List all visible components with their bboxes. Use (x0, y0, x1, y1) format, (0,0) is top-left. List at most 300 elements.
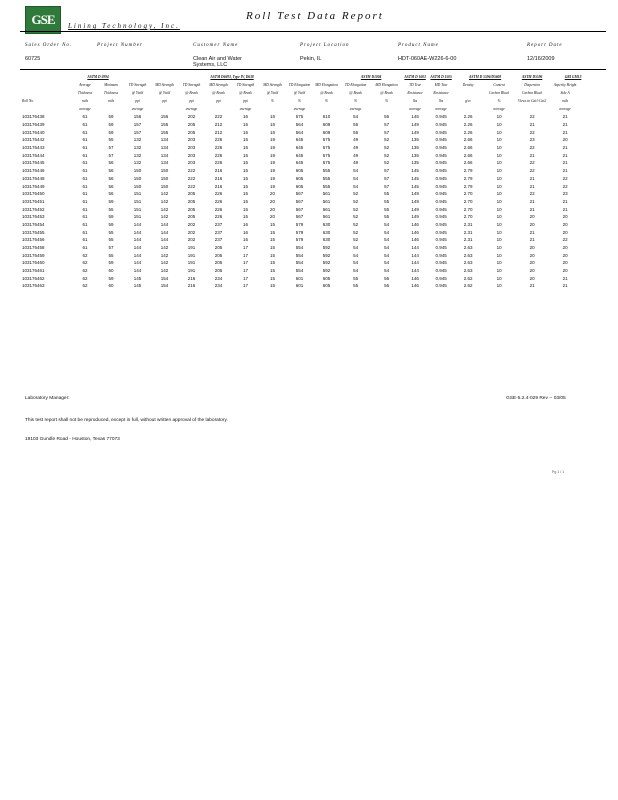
value-cell: 21 (562, 129, 568, 135)
value-cell: 226 (214, 191, 223, 197)
average-label-row (22, 105, 598, 113)
value-cell: 10 (496, 268, 502, 274)
value-cell: 675 (322, 160, 331, 166)
value-cell: 2.31 (463, 229, 473, 235)
value-cell: 20 (529, 214, 535, 220)
sub-header-cell: Resistance (407, 91, 423, 95)
value-cell: 54 (353, 114, 359, 120)
header-divider (20, 31, 606, 32)
sales-order-label: Sales Order No. (25, 43, 73, 48)
value-cell: 2.70 (463, 198, 473, 204)
value-cell: 144 (411, 268, 419, 274)
value-cell: 17 (242, 260, 248, 266)
value-cell: 17 (242, 283, 248, 289)
value-cell: 142 (160, 268, 169, 274)
value-cell: 15 (269, 237, 275, 243)
value-cell: 15 (269, 221, 275, 227)
value-cell: 49 (353, 137, 359, 143)
value-cell: 146 (411, 237, 419, 243)
average-label-cell: average (435, 107, 447, 111)
method-header-cell: ASTM D5596 (521, 75, 543, 79)
value-cell: 22 (562, 237, 568, 243)
product-name-label: Product Name (398, 43, 439, 48)
value-cell: 561 (322, 214, 331, 220)
value-cell: 0.945 (435, 268, 447, 274)
value-cell: 555 (322, 168, 331, 174)
value-cell: 203 (187, 145, 196, 151)
report-date-label: Report Date (527, 43, 563, 48)
value-cell: 61 (82, 152, 88, 158)
value-cell: 237 (214, 229, 223, 235)
value-cell: 15 (269, 114, 275, 120)
value-cell: 134 (160, 145, 169, 151)
table-row (22, 244, 598, 252)
value-cell: 15 (269, 260, 275, 266)
value-cell: 21 (562, 198, 568, 204)
value-cell: 15 (269, 122, 275, 128)
value-cell: 205 (214, 268, 223, 274)
method-header-cell: ASTM D6693, Type IV, D638 (210, 75, 254, 79)
value-cell: 145 (411, 168, 419, 174)
value-cell: 155 (160, 129, 169, 135)
method-header-spacer (22, 73, 72, 81)
roll-number-cell: 103176450 (22, 191, 45, 197)
sub-header-cell: @ Break (239, 91, 252, 95)
value-cell: 134 (160, 137, 169, 143)
disclaimer-text: This test report shall not be reproduced, except in full, without written approval of the laboratory. (25, 418, 228, 423)
value-cell: 52 (384, 145, 390, 151)
value-cell: 52 (353, 191, 359, 197)
report-date-value: 12/16/2009 (527, 56, 555, 62)
value-cell: 157 (133, 129, 142, 135)
value-cell: 554 (295, 245, 304, 251)
value-cell: 205 (187, 122, 196, 128)
value-cell: 134 (160, 160, 169, 166)
value-cell: 555 (322, 175, 331, 181)
value-cell: 2.62 (463, 275, 473, 281)
sub-header-cell: g/cc (465, 99, 472, 103)
project-location-value: Pekin, IL (300, 56, 322, 62)
roll-number-cell: 103176460 (22, 260, 45, 266)
value-cell: 0.945 (435, 168, 447, 174)
value-cell: 135 (411, 137, 419, 143)
roll-number-cell: 103176462 (22, 275, 45, 281)
roll-number-cell: 103176461 (22, 268, 45, 274)
value-cell: 203 (187, 160, 196, 166)
customer-name-line2: Systems, LLC (193, 62, 228, 68)
value-cell: 15 (269, 268, 275, 274)
value-cell: 55 (108, 229, 114, 235)
value-cell: 10 (496, 183, 502, 189)
value-cell: 52 (384, 137, 390, 143)
value-cell: 156 (133, 114, 142, 120)
value-cell: 226 (214, 198, 223, 204)
value-cell: 61 (82, 183, 88, 189)
value-cell: 20 (562, 252, 568, 258)
sub-header-cell: @ Break (212, 91, 225, 95)
roll-number-cell: 103176459 (22, 252, 45, 258)
value-cell: 150 (133, 175, 142, 181)
value-cell: 142 (160, 191, 169, 197)
sub-header-cell: ppi (135, 99, 140, 103)
value-cell: 605 (295, 168, 304, 174)
header-bottom-divider (20, 69, 606, 70)
value-cell: 645 (295, 152, 304, 158)
sub-header-cell: ppi (243, 99, 248, 103)
table-row (22, 236, 598, 244)
value-cell: 20 (562, 214, 568, 220)
value-cell: 56 (384, 275, 390, 281)
value-cell: 54 (353, 268, 359, 274)
value-cell: 2.31 (463, 237, 473, 243)
value-cell: 10 (496, 175, 502, 181)
value-cell: 52 (353, 229, 359, 235)
table-row (22, 259, 598, 267)
value-cell: 150 (160, 168, 169, 174)
value-cell: 57 (108, 245, 114, 251)
value-cell: 59 (108, 260, 114, 266)
value-cell: 21 (529, 237, 535, 243)
value-cell: 145 (411, 114, 419, 120)
value-cell: 10 (496, 168, 502, 174)
roll-number-cell: 103176443 (22, 145, 45, 151)
value-cell: 567 (295, 191, 304, 197)
value-cell: 20 (529, 245, 535, 251)
value-cell: 55 (384, 206, 390, 212)
value-cell: 212 (214, 122, 223, 128)
value-cell: 205 (214, 252, 223, 258)
value-cell: 62 (82, 275, 88, 281)
value-cell: 2.31 (463, 221, 473, 227)
roll-number-cell: 103176453 (22, 214, 45, 220)
value-cell: 21 (562, 283, 568, 289)
sub-header-cell: @ Break (320, 91, 333, 95)
value-cell: 49 (353, 152, 359, 158)
value-cell: 56 (108, 183, 114, 189)
sub-header-cell: TD Strength (182, 83, 201, 87)
value-cell: 132 (133, 145, 142, 151)
value-cell: 10 (496, 152, 502, 158)
value-cell: 20 (269, 206, 275, 212)
table-row (22, 274, 598, 282)
value-cell: 151 (133, 198, 142, 204)
value-cell: 202 (187, 229, 196, 235)
value-cell: 132 (133, 152, 142, 158)
table-row (22, 221, 598, 229)
value-cell: 15 (242, 206, 248, 212)
value-cell: 150 (160, 183, 169, 189)
value-cell: 10 (496, 275, 502, 281)
value-cell: 144 (133, 252, 142, 258)
value-cell: 16 (242, 237, 248, 243)
table-row (22, 228, 598, 236)
value-cell: 205 (214, 245, 223, 251)
value-cell: 605 (295, 183, 304, 189)
value-cell: 0.945 (435, 191, 447, 197)
value-cell: 20 (562, 260, 568, 266)
value-cell: 10 (496, 214, 502, 220)
value-cell: 226 (214, 137, 223, 143)
roll-number-cell: 103176442 (22, 137, 45, 143)
value-cell: 2.66 (463, 145, 473, 151)
value-cell: 579 (295, 221, 304, 227)
table-row (22, 205, 598, 213)
sub-header-cell: % (497, 99, 501, 103)
value-cell: 2.62 (463, 283, 473, 289)
value-cell: 222 (187, 168, 196, 174)
value-cell: 567 (295, 214, 304, 220)
value-cell: 49 (353, 145, 359, 151)
sub-header-cell: @ Yield (158, 91, 171, 95)
value-cell: 10 (496, 237, 502, 243)
sub-header-cell: TD Tear (409, 83, 422, 87)
value-cell: 205 (187, 191, 196, 197)
company-logo: GSE (25, 6, 61, 34)
value-cell: 15 (242, 191, 248, 197)
value-cell: 0.945 (435, 229, 447, 235)
sub-header-cell (454, 89, 482, 97)
method-header-cell: ASTM D 5596/D5608 (469, 75, 502, 79)
lab-address: 19103 Gundle Road - Houston, Texas 77073 (25, 437, 120, 442)
value-cell: 554 (295, 268, 304, 274)
value-cell: 2.63 (463, 260, 473, 266)
value-cell: 146 (411, 221, 419, 227)
value-cell: 54 (384, 252, 390, 258)
value-cell: 19 (269, 137, 275, 143)
value-cell: 2.70 (463, 214, 473, 220)
value-cell: 144 (133, 245, 142, 251)
value-cell: 203 (187, 137, 196, 143)
value-cell: 60 (108, 283, 114, 289)
value-cell: 561 (322, 206, 331, 212)
value-cell: 2.26 (463, 129, 473, 135)
value-cell: 56 (108, 191, 114, 197)
value-cell: 55 (353, 275, 359, 281)
value-cell: 144 (133, 237, 142, 243)
sub-header-cell: ppi (216, 99, 221, 103)
value-cell: 10 (496, 114, 502, 120)
value-cell: 22 (562, 175, 568, 181)
value-cell: 10 (496, 221, 502, 227)
value-cell: 145 (411, 183, 419, 189)
value-cell: 15 (269, 283, 275, 289)
value-cell: 132 (133, 160, 142, 166)
roll-number-cell: 103176458 (22, 245, 45, 251)
value-cell: 22 (529, 191, 535, 197)
page-number: Pg 1 / 1 (552, 470, 565, 474)
average-label-cell: average (131, 107, 144, 111)
average-label-cell: average (409, 107, 421, 111)
table-row (22, 128, 598, 136)
value-cell: 202 (187, 237, 196, 243)
value-cell: 52 (384, 152, 390, 158)
customer-name-label: Customer Name (193, 43, 239, 48)
value-cell: 645 (295, 145, 304, 151)
value-cell: 54 (384, 221, 390, 227)
value-cell: 601 (295, 275, 304, 281)
sub-header-cell: Side A (560, 91, 570, 95)
value-cell: 10 (496, 260, 502, 266)
sub-header-spacer (22, 81, 72, 89)
value-cell: 62 (82, 252, 88, 258)
value-cell: 20 (562, 245, 568, 251)
value-cell: 630 (322, 237, 331, 243)
value-cell: 21 (529, 206, 535, 212)
sub-header-cell: TD Strength (128, 83, 147, 87)
value-cell: 57 (384, 183, 390, 189)
table-row (22, 282, 598, 290)
value-cell: 20 (562, 137, 568, 143)
value-cell: 2.79 (463, 168, 473, 174)
value-cell: 226 (214, 145, 223, 151)
value-cell: 554 (295, 260, 304, 266)
value-cell: 17 (242, 245, 248, 251)
value-cell: 135 (411, 145, 419, 151)
value-cell: 52 (353, 214, 359, 220)
value-cell: 205 (187, 214, 196, 220)
value-cell: 54 (384, 260, 390, 266)
value-cell: 149 (411, 206, 419, 212)
value-cell: 15 (269, 275, 275, 281)
value-cell: 20 (529, 275, 535, 281)
value-cell: 237 (214, 237, 223, 243)
sub-header-cell: mils (562, 99, 569, 103)
sub-header-cell: TD Elongation (344, 83, 367, 87)
value-cell: 205 (187, 129, 196, 135)
value-cell: 21 (529, 175, 535, 181)
sub-header-cell: ppi (162, 99, 167, 103)
value-cell: 0.945 (435, 137, 447, 143)
sub-header-cell: Average (79, 83, 91, 87)
sales-order-value: 60725 (25, 56, 41, 62)
average-label-cell (516, 105, 548, 113)
value-cell: 2.26 (463, 114, 473, 120)
value-cell: 57 (108, 152, 114, 158)
value-cell: 21 (529, 122, 535, 128)
value-cell: 15 (242, 160, 248, 166)
sub-header-cell: % (271, 99, 274, 103)
value-cell: 59 (108, 122, 114, 128)
value-cell: 52 (353, 221, 359, 227)
average-label-cell: average (185, 107, 198, 111)
value-cell: 579 (295, 237, 304, 243)
value-cell: 21 (562, 152, 568, 158)
value-cell: 10 (496, 229, 502, 235)
value-cell: 149 (411, 214, 419, 220)
value-cell: 15 (242, 145, 248, 151)
value-cell: 49 (353, 160, 359, 166)
value-cell: 605 (295, 175, 304, 181)
value-cell: 610 (322, 114, 331, 120)
value-cell: 20 (269, 198, 275, 204)
roll-number-cell: 103176445 (22, 160, 45, 166)
value-cell: 56 (108, 175, 114, 181)
value-cell: 52 (384, 160, 390, 166)
customer-name-line1: Clean Air and Water (193, 56, 243, 62)
value-cell: 55 (108, 237, 114, 243)
sub-header-cell: @ Yield (131, 91, 144, 95)
sub-header-cell: Content (493, 83, 505, 87)
value-cell: 55 (108, 252, 114, 258)
value-cell: 61 (82, 237, 88, 243)
value-cell: 134 (160, 152, 169, 158)
value-cell: 20 (562, 229, 568, 235)
value-cell: 56 (108, 168, 114, 174)
value-cell: 54 (353, 245, 359, 251)
value-cell: 156 (160, 114, 169, 120)
value-cell: 2.63 (463, 252, 473, 258)
value-cell: 226 (214, 160, 223, 166)
value-cell: 564 (295, 129, 304, 135)
method-header-cell: GRI GM13 (564, 75, 582, 79)
value-cell: 55 (384, 191, 390, 197)
sub-header-cell: lbs (438, 99, 444, 103)
table-row (22, 113, 598, 121)
table-row (22, 267, 598, 275)
value-cell: 144 (133, 229, 142, 235)
sub-header-cell: @ Break (185, 91, 198, 95)
value-cell: 605 (322, 283, 331, 289)
average-label-cell (371, 105, 402, 113)
value-cell: 216 (187, 283, 196, 289)
value-cell: 150 (160, 175, 169, 181)
value-cell: 10 (496, 283, 502, 289)
value-cell: 144 (160, 221, 169, 227)
value-cell: 17 (242, 268, 248, 274)
average-label-cell: average (493, 107, 505, 111)
value-cell: 609 (322, 122, 331, 128)
value-cell: 21 (562, 206, 568, 212)
sub-header-cell: MD Strength (263, 83, 282, 87)
value-cell: 55 (384, 198, 390, 204)
value-cell: 226 (214, 206, 223, 212)
table-body (22, 113, 598, 290)
value-cell: 15 (269, 129, 275, 135)
value-cell: 10 (496, 206, 502, 212)
value-cell: 0.945 (435, 160, 447, 166)
value-cell: 142 (160, 245, 169, 251)
value-cell: 19 (269, 175, 275, 181)
value-cell: 0.945 (435, 198, 447, 204)
value-cell: 609 (322, 129, 331, 135)
sub-header-cell: MD Strength (209, 83, 228, 87)
value-cell: 10 (496, 245, 502, 251)
value-cell: 132 (133, 137, 142, 143)
value-cell: 561 (322, 191, 331, 197)
value-cell: 61 (82, 229, 88, 235)
method-header-cell: ASTM D1004 (360, 75, 382, 79)
value-cell: 0.945 (435, 129, 447, 135)
table-row (22, 159, 598, 167)
method-header-cell: ASTM D 1603 (404, 75, 426, 79)
value-cell: 54 (353, 183, 359, 189)
sub-header-cell: MD Elongation (315, 83, 338, 87)
value-cell: 54 (384, 245, 390, 251)
value-cell: 2.63 (463, 245, 473, 251)
value-cell: 10 (496, 122, 502, 128)
value-cell: 144 (411, 252, 419, 258)
value-cell: 57 (384, 175, 390, 181)
value-cell: 0.945 (435, 175, 447, 181)
value-cell: 135 (411, 152, 419, 158)
value-cell: 55 (108, 137, 114, 143)
value-cell: 234 (214, 283, 223, 289)
value-cell: 61 (82, 214, 88, 220)
average-label-cell: average (293, 107, 306, 111)
value-cell: 59 (108, 129, 114, 135)
value-cell: 0.945 (435, 114, 447, 120)
value-cell: 144 (133, 260, 142, 266)
